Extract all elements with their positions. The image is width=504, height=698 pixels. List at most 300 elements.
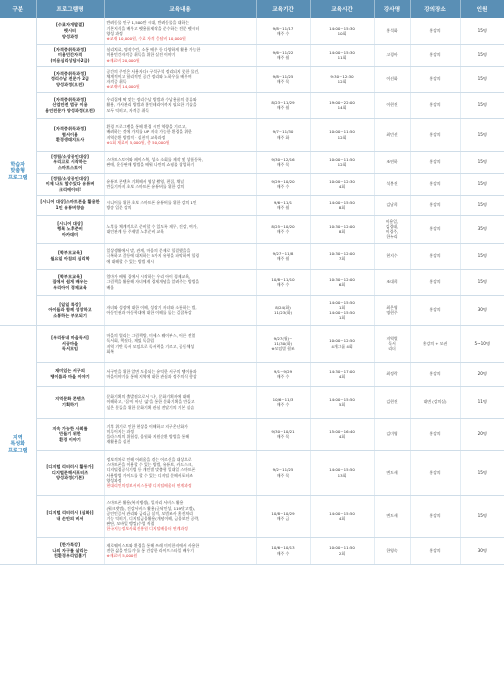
period-cell (256, 418, 310, 450)
text-line: 이용일, (385, 218, 399, 224)
text-line: 환경 프로그램을 통해 환경 시민 역량을 기르고, (106, 124, 187, 130)
time-cell (310, 269, 374, 295)
instructor-cell (374, 215, 410, 243)
text-line: 환경생태지도사 (55, 137, 85, 143)
table-row (0, 66, 504, 92)
text-line: 마을의 열리는 그림책방, 미세스 웨이부스, 어른 전열 (106, 333, 196, 339)
text-line: 10:00~11:50 (329, 545, 355, 551)
text-line: 월요일 아침의 심리학 (50, 256, 90, 261)
text-line: 9/6~11/22 (272, 49, 294, 55)
program-name-cell (36, 151, 104, 173)
table-row (0, 92, 504, 118)
text-line: 10:00~12:50 (329, 338, 355, 344)
text-line: 최민선 (386, 131, 398, 137)
place-cell: 홍강의 (410, 66, 460, 92)
text-line: 10:30~12:00 (329, 223, 355, 229)
text-line: [우리동네 마을독서] (51, 335, 89, 341)
people-cell: 15명 (460, 173, 504, 195)
text-line: 미루어지는 과정 (106, 428, 135, 434)
text-line: 체계적이고 합리적인 공간 정리와 노하우를 배우며 (106, 73, 192, 79)
text-line: 최은영 (386, 304, 398, 310)
people-cell: 15명 (460, 495, 504, 537)
table-row (0, 295, 504, 325)
period-cell (256, 243, 310, 269)
text-line: 회복 (106, 348, 115, 354)
partner-note: 현대리인의정보서비스통행 디지털배움터 연계과정 (106, 482, 192, 488)
text-line: 지역별 (386, 335, 398, 341)
text-line: 4회 (338, 374, 346, 379)
people-cell: 15명 (460, 195, 504, 215)
table-row (0, 418, 504, 450)
program-name-cell (36, 295, 104, 325)
text-line: 만들기까지 초보 스마트폰 유튜버를 위한 강의 (106, 184, 185, 189)
instructor-cell (374, 173, 410, 195)
text-line: 8/24(화) (275, 304, 291, 310)
text-line: 소통하는 부모되기 (53, 312, 87, 318)
text-line: 일상생활에서 말, 관계, 마음의 문제로 힐결했을을 (106, 248, 191, 254)
text-line: 엄마가 배워 집에서 시작하는 우리 아이 경제교육, (106, 274, 191, 280)
header-content: 교육내용 (104, 0, 256, 18)
header-time: 교육시간 (310, 0, 374, 18)
text-line: 9/30~10/21 (271, 428, 295, 434)
people-cell: 20명 (460, 362, 504, 386)
text-line: 14:00~15:30 (329, 25, 355, 31)
place-cell: 홍강의 (410, 495, 460, 537)
program-name-cell (36, 173, 104, 195)
instructor-cell (374, 269, 410, 295)
text-line: [수료자개발결] (55, 22, 85, 28)
content-cell (104, 18, 256, 44)
text-line: 아동인권과 아동학대에 대한 이해를 돕는 길잡특강 (106, 310, 192, 315)
text-line: 이현진 (386, 102, 398, 108)
people-cell: 15명 (460, 269, 504, 295)
people-cell: 15명 (460, 44, 504, 66)
text-line: 디지털문해서포터즈 (51, 469, 89, 475)
text-line: 독서회, 책짓다, 재밌 독클럽 (106, 338, 155, 344)
text-line: 9/8~11/25 (272, 73, 294, 79)
text-line: [정립/소상공인대상] (51, 175, 89, 181)
text-line: 학습자 (10, 161, 25, 168)
program-name-cell (36, 66, 104, 92)
text-line: 9/6~11/1 (273, 199, 293, 205)
material-fee-note: ※재료비 5,000원 (106, 553, 138, 559)
time-cell (310, 537, 374, 564)
text-line: 변도새 (386, 513, 398, 519)
text-line: 11회 (337, 55, 347, 60)
material-fee-note: ※1회 재료비 5,000원, 총 50,000원 (106, 139, 170, 145)
text-line: 지역문화 콘텐츠 (55, 396, 85, 402)
text-line: 배움 (106, 284, 115, 290)
text-line: 14:00~15:50 (329, 199, 355, 205)
text-line: 15:00~16:40 (329, 428, 355, 434)
place-cell: 홍강의 (410, 243, 460, 269)
time-cell (310, 325, 374, 362)
text-line: 리더 (388, 346, 396, 352)
program-name-cell (36, 18, 104, 44)
text-line: 극복하고 갈등에 대처하는 5가지 유형을 파악하여 힐링 (106, 253, 200, 259)
instructor-cell (374, 295, 410, 325)
time-cell (310, 195, 374, 215)
text-line: 9/29~10/20 (271, 178, 295, 184)
text-line: 매주 수 (276, 184, 290, 189)
people-cell: 11명 (460, 386, 504, 418)
text-line: 판매, 운동판매 방법을 배워 나만의 쇼핑몰 창업하기 (106, 162, 195, 167)
text-line: 싶은 분들을 위한 문화기획 관심 전달기의 기본 실습 (106, 404, 195, 410)
table-row (0, 325, 504, 362)
time-cell (310, 18, 374, 44)
text-line: 9/27~11/8 (272, 250, 294, 256)
content-cell (104, 243, 256, 269)
period-cell (256, 66, 310, 92)
text-line: 양성과정 (106, 477, 122, 483)
content-cell (104, 269, 256, 295)
content-cell (104, 92, 256, 118)
text-line: 매주 화 (276, 134, 290, 140)
time-cell (310, 295, 374, 325)
period-cell (256, 537, 310, 564)
time-cell (310, 243, 374, 269)
table-row (0, 362, 504, 386)
time-cell (310, 495, 374, 537)
period-cell (256, 118, 310, 151)
text-line: 10/6~11/3 (272, 396, 294, 402)
text-line: 4회 (338, 516, 346, 521)
place-cell: 홍강의 (410, 92, 460, 118)
period-cell (256, 18, 310, 44)
content-cell (104, 537, 256, 564)
text-line: 매주 수 (276, 282, 290, 287)
text-line: 공간의 주인은 사용자다! 구석구석 정리되지 못한 물건, (106, 68, 200, 74)
text-line: 재미있는 서구의 (55, 368, 85, 374)
instructor-cell (374, 362, 410, 386)
period-cell (256, 195, 310, 215)
period-cell (256, 173, 310, 195)
table-row (0, 386, 504, 418)
instructor-cell (374, 243, 410, 269)
text-line: 9:30~12:30 (330, 73, 354, 79)
table-row (0, 44, 504, 66)
text-line: 정리수납 전문가 2급 (50, 76, 90, 82)
text-line: 기본지식을 배우고 펫용품제작을 준수하는 전문 펫시터 (106, 25, 200, 31)
table-row (0, 195, 504, 215)
text-line: 5회 (338, 402, 346, 407)
text-line: 펫시터 (63, 27, 77, 33)
text-line: 심리치료, 명작수련, 소통 배우 등 다양하게 활용 가능한 (106, 47, 201, 53)
text-line: 독서모임 (61, 346, 79, 352)
text-line: [자격증취득과정] (53, 70, 87, 76)
text-line: 8회 (338, 205, 346, 210)
category-cell (0, 18, 36, 325)
text-line: ※모임별 협조 (271, 346, 295, 352)
text-line: 스마트폰 활용(복지쟁생), 일자리 서비스 활용 (106, 500, 184, 506)
content-cell (104, 173, 256, 195)
text-line: 조연하 (386, 159, 398, 165)
text-line: 그림책을 활용해 자녀에게 경제개념을 알려주는 방법을 (106, 279, 200, 285)
text-line: 매주 목 (276, 79, 290, 84)
text-line: 1회 (338, 315, 346, 321)
people-cell: 15명 (460, 66, 504, 92)
content-cell (104, 195, 256, 215)
program-name-cell (36, 450, 104, 495)
text-line: 4회 (338, 434, 346, 439)
instructor-cell (374, 195, 410, 215)
header-place: 강의장소 (410, 0, 460, 18)
text-line: 활용, 가사관리 방법과 홈인테리어까지 필요한 기술을 (106, 102, 197, 108)
text-line: 14:00~15:50 (329, 310, 355, 315)
place-cell: 대면 (강의실) (410, 386, 460, 418)
material-fee-note: ※교재비 14,000원 (106, 84, 140, 90)
text-line: 김남희 (386, 202, 398, 208)
text-line: 10:00~12:30 (329, 178, 355, 184)
place-cell: 홍강의 (410, 295, 460, 325)
people-cell: 15명 (460, 151, 504, 173)
text-line: 4개그룹 4회 (331, 343, 353, 349)
text-line: 양성과정(기본) (55, 475, 85, 481)
people-cell: 5~10명 (460, 325, 504, 362)
text-line: 한영숙 (386, 547, 398, 553)
text-line: 맞춤형 (10, 168, 25, 174)
text-line: 14:00~15:50 (329, 510, 355, 516)
text-line: 서공마을 (61, 340, 79, 346)
text-line: 노후를 체계적으로 준비할 수 있도록 재무, 건강, 여가, (106, 223, 198, 229)
text-line: (미용심리상담사2급) (50, 57, 90, 63)
text-line: 이경주, (385, 229, 399, 234)
period-cell (256, 325, 310, 362)
text-line: 8/23~11/29 (271, 99, 295, 105)
text-line: 기획하기 (61, 402, 79, 407)
text-line: 13회 (337, 472, 347, 478)
program-name-cell (36, 118, 104, 151)
text-line: 14:00~15:50 (329, 467, 355, 473)
text-line: 8회 (338, 229, 346, 234)
text-line: 독서 (388, 340, 396, 346)
text-line: 산업안전 법규 이용 (52, 102, 88, 108)
text-line: 12회 (337, 134, 347, 140)
text-line: 10/8~10/29 (271, 510, 295, 516)
content-cell (104, 44, 256, 66)
text-line: 반려동물 인구 1,500만 시대, 반려동물을 대하는 (106, 20, 189, 26)
place-cell: 홍강의 (410, 151, 460, 173)
text-line: 매주 월 (276, 55, 290, 60)
text-line: 자격증 취득 (106, 79, 127, 84)
text-line: 10회 (337, 30, 347, 36)
place-cell: 홍강의 (410, 118, 460, 151)
program-name-cell (36, 325, 104, 362)
content-cell (104, 66, 256, 92)
period-cell (256, 450, 310, 495)
table-row (0, 243, 504, 269)
text-line: 용언전문가 양성과정(오전) (45, 107, 95, 113)
period-cell (256, 151, 310, 173)
instructor-cell (374, 151, 410, 173)
text-line: 최정락 (386, 371, 398, 377)
header-instructor: 강사명 (374, 0, 410, 18)
program-name-cell (36, 537, 104, 564)
text-line: 김경태, (385, 223, 399, 229)
text-line: 환경 이야기 (59, 436, 81, 442)
text-line: 지역순환 방법적 · 실천적 교육과정 (106, 134, 166, 140)
text-line: 19:00~22:00 (329, 99, 355, 105)
text-line: 9/27(월)~ (273, 335, 293, 341)
table-row (0, 151, 504, 173)
people-cell: 30명 (460, 295, 504, 325)
text-line: 미용민간자격증 취득을 위한 실전 이야기 (106, 52, 176, 58)
header-period: 교육기간 (256, 0, 310, 18)
text-line: 14:00~15:30 (329, 49, 355, 55)
text-line: 석봉진 (386, 181, 398, 187)
text-line: 나의 자구를 살리는 (52, 547, 88, 553)
text-line: 매주 월 (276, 205, 290, 210)
instructor-cell (374, 18, 410, 44)
place-cell: 홍강의 (410, 44, 460, 66)
time-cell (310, 92, 374, 118)
text-line: 스마트스토어 (57, 164, 83, 170)
text-line: 9/7~11/30 (272, 129, 294, 135)
content-cell (104, 495, 256, 537)
text-line: 방송 입문 강의 (106, 205, 132, 210)
text-line: 모두 익히고, 자격증 취득 (106, 107, 150, 113)
time-cell (310, 151, 374, 173)
text-line: 14회 (337, 105, 347, 110)
material-fee-note: ※교재 10,000원, 수료 자격 응답비 10,000원 (106, 35, 186, 41)
text-line: 사용방법 가이드를 할 수 있는 디지털 문해서포터즈 (106, 472, 193, 478)
text-line: 지속 가능한 사회를 (52, 425, 88, 431)
period-cell (256, 92, 310, 118)
text-line: 자녀와 성장에 대한 이해, 성장기 자녀와 소통하는 법, (106, 304, 197, 310)
time-cell (310, 44, 374, 66)
table-row (0, 495, 504, 537)
text-line: 12회 (337, 79, 347, 84)
text-line: 기능 익히기, 디지털금융활용(개념이해, 금융보안 공략, (106, 516, 200, 521)
instructor-cell (374, 118, 410, 151)
text-line: 크리에이터! (58, 186, 82, 192)
text-line: 9/30~12/16 (271, 156, 295, 162)
instructor-cell (374, 418, 410, 450)
program-name-cell (36, 195, 104, 215)
text-line: 홍석화 (386, 28, 398, 34)
people-cell: 35명 (460, 215, 504, 243)
text-line: 매주 수 (276, 374, 290, 379)
text-line: 아카데미 (61, 231, 79, 237)
text-line: 김미영 (386, 431, 398, 437)
instructor-cell (374, 66, 410, 92)
text-line: 아이들과 함께 성장하고 (48, 307, 92, 313)
place-cell: 홍강의 (410, 195, 460, 215)
text-line: [디지털 리터러시 활동가] (46, 464, 94, 470)
time-cell (310, 418, 374, 450)
text-line: 12회 (337, 162, 347, 167)
text-line: 김현진 (386, 399, 398, 405)
table-body (0, 18, 504, 564)
content-cell (104, 325, 256, 362)
text-line: 6회 (338, 282, 346, 287)
text-line: 친환경우리업홈기 (53, 553, 87, 559)
text-line: 디지털접공식기법 등 개인별 맞춤형 일대일 스마트폰 (106, 467, 196, 473)
text-line: 10:30~12:00 (329, 276, 355, 282)
people-cell: 20명 (460, 418, 504, 450)
text-line: 만들기 위한 (59, 431, 81, 437)
program-name-cell (36, 215, 104, 243)
text-line: 양성 과정 (106, 30, 123, 36)
text-line: [자격증취득과정] (53, 96, 87, 102)
table-row (0, 173, 504, 195)
text-line: 기후 위기로 인한 현상을 이해하고 지구온난화가 (106, 423, 188, 429)
text-line: 내 손안의 비서 (56, 516, 84, 521)
period-cell (256, 495, 310, 537)
text-line: 양성과정 (61, 33, 79, 39)
text-line: 플라스틱의 위험성, 음원화 지원순환 방법을 통해 (106, 434, 190, 439)
instructor-cell (374, 495, 410, 537)
text-line: 10/8~11/10 (271, 276, 295, 282)
text-line: 서구만을 위한 알면 도움되는 유익한 서구의 땡이름과 (106, 368, 197, 374)
time-cell (310, 118, 374, 151)
text-line: 우리고로 시작하는 (53, 159, 87, 165)
table-header (0, 0, 504, 18)
time-cell (310, 362, 374, 386)
program-name-cell (36, 362, 104, 386)
place-cell: 홍강의 (410, 269, 460, 295)
people-cell: 15명 (460, 92, 504, 118)
text-line: 매주 금 (276, 516, 290, 521)
text-line: 마을이야기를 통해 지역에 대한 관심과 정주의식 향상 (106, 374, 197, 379)
text-line: 대인관계 등 주제별 노후준비 교육 (106, 229, 165, 234)
time-cell (310, 450, 374, 495)
partner-note: 한국지능정보사회진흥원 디지털배움터 연계과정 (106, 526, 188, 532)
text-line: 매주 수 (276, 402, 290, 407)
people-cell: 15명 (460, 243, 504, 269)
time-cell (310, 386, 374, 418)
text-line: 1인 유튜버창습 (55, 205, 85, 210)
text-line: 문화기획의 출발점으로서 '나', 문화기획자에 대해 (106, 394, 190, 400)
place-cell: 홍강의 (410, 173, 460, 195)
text-line: [자격증취득과정] (53, 126, 87, 132)
program-name-cell (36, 269, 104, 295)
people-cell: 15명 (460, 18, 504, 44)
content-cell (104, 295, 256, 325)
period-cell (256, 295, 310, 325)
text-line: 이해하고, '집'이 아닌 '삶'을 통한 문화기획을 만들고 (106, 399, 195, 405)
content-cell (104, 386, 256, 418)
text-line: [학부모교육] (57, 250, 83, 256)
text-line: 2회 (338, 550, 346, 556)
text-line: 양성과정(오전) (55, 81, 85, 87)
place-cell: 홍강의 (410, 215, 460, 243)
text-line: 14:30~17:00 (329, 368, 355, 374)
instructor-cell (374, 386, 410, 418)
text-line: 변도새 (386, 469, 398, 475)
text-line: 지역 (12, 434, 23, 441)
text-line: 8/25~10/20 (271, 223, 295, 229)
text-line: 4회 (338, 184, 346, 189)
header-category: 구분 (0, 0, 36, 18)
text-line: 10/6~10/13 (271, 545, 295, 551)
period-cell (256, 44, 310, 66)
text-line: 전한 삶을 만들기'를 통 건강한 라이프스타일 배우기 (106, 547, 194, 553)
program-name-cell (36, 495, 104, 537)
text-line: 이선화 (386, 76, 398, 82)
text-line: 매주 목 (276, 162, 290, 167)
text-line: 1회 (338, 304, 346, 310)
text-line: 11/23(화) (273, 310, 292, 315)
table-row (0, 215, 504, 243)
text-line: 스마트스토어와 페이스북, 성소 소회를 제작 및 상품등록, (106, 156, 203, 162)
text-line: 배려하는 것에 가치를 UP 지속 가능한 환경을 위한 (106, 129, 192, 135)
table-row (0, 18, 504, 44)
program-name-cell (36, 386, 104, 418)
text-line: [일일 특강] (59, 301, 81, 307)
text-line: [한가특강] (59, 542, 80, 548)
table-row (0, 269, 504, 295)
